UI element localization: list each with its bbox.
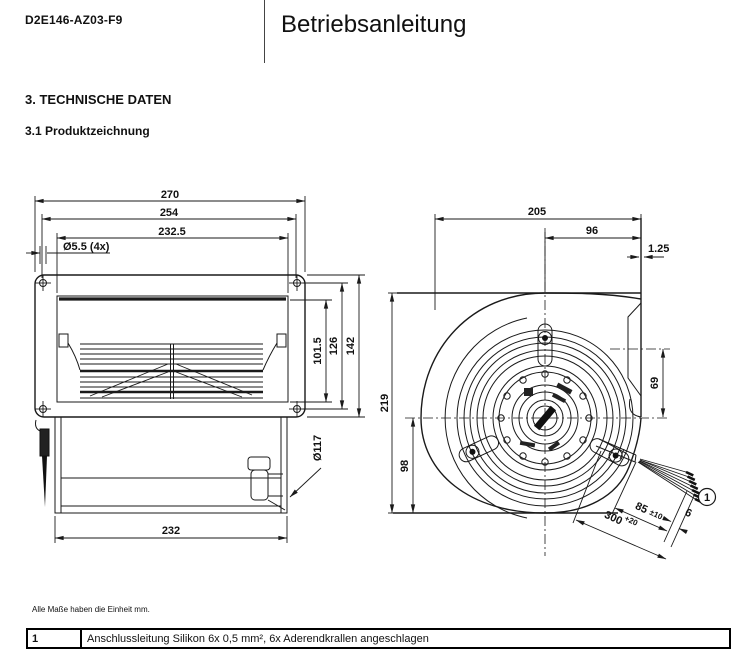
dim-300: 300 bbox=[602, 508, 625, 528]
dim-205: 205 bbox=[527, 206, 547, 218]
side-outlet-dimension bbox=[649, 349, 663, 417]
dim-142: 142 bbox=[345, 336, 357, 356]
document-title: Betriebsanleitung bbox=[281, 11, 467, 38]
legend-row-id: 1 bbox=[28, 630, 82, 647]
dim-hole-label: Ø5.5 (4x) bbox=[63, 241, 110, 253]
front-top-dimensions bbox=[26, 189, 305, 293]
model-number: D2E146-AZ03-F9 bbox=[25, 13, 123, 27]
dim-254: 254 bbox=[159, 207, 179, 219]
front-cable bbox=[36, 420, 50, 507]
dim-126: 126 bbox=[328, 336, 340, 356]
callout-1-number: 1 bbox=[703, 492, 711, 504]
front-bottom-dimension bbox=[55, 516, 287, 543]
dim-1-25: 1.25 bbox=[648, 243, 670, 255]
callout-1 bbox=[699, 489, 716, 506]
front-view bbox=[26, 189, 365, 543]
impeller-slats bbox=[80, 344, 263, 399]
motor bbox=[457, 330, 633, 506]
dim-232-5: 232.5 bbox=[158, 226, 186, 238]
dim-outlet-diameter: Ø117 bbox=[312, 434, 324, 462]
dim-85: 85 bbox=[633, 500, 650, 517]
subsection-title: 3.1 Produktzeichnung bbox=[25, 124, 150, 138]
side-left-dimensions bbox=[379, 293, 413, 513]
dim-300-tolerance: +20 bbox=[623, 513, 640, 528]
capacitor bbox=[248, 457, 285, 510]
dim-69: 69 bbox=[649, 376, 661, 390]
dim-96: 96 bbox=[585, 225, 599, 237]
dim-219: 219 bbox=[379, 393, 391, 413]
units-note: Alle Maße haben die Einheit mm. bbox=[32, 605, 150, 614]
dim-98: 98 bbox=[399, 459, 411, 473]
legend-table bbox=[26, 628, 731, 649]
dim-270: 270 bbox=[160, 189, 180, 201]
header-divider bbox=[264, 0, 265, 63]
dim-232: 232 bbox=[161, 525, 181, 537]
side-top-dimensions bbox=[435, 206, 669, 310]
dim-85-tolerance: ±10 bbox=[648, 507, 664, 522]
front-right-dimensions bbox=[290, 275, 365, 497]
legend-row-description: Anschlussleitung Silikon 6x 0,5 mm², 6x Aderendkrallen angeschlagen bbox=[87, 632, 429, 645]
inlet-opening bbox=[57, 296, 288, 402]
dim-101-5: 101.5 bbox=[312, 337, 324, 365]
side-view bbox=[379, 206, 716, 559]
dim-6: 6 bbox=[682, 506, 694, 521]
section-title: 3. TECHNISCHE DATEN bbox=[25, 92, 172, 107]
